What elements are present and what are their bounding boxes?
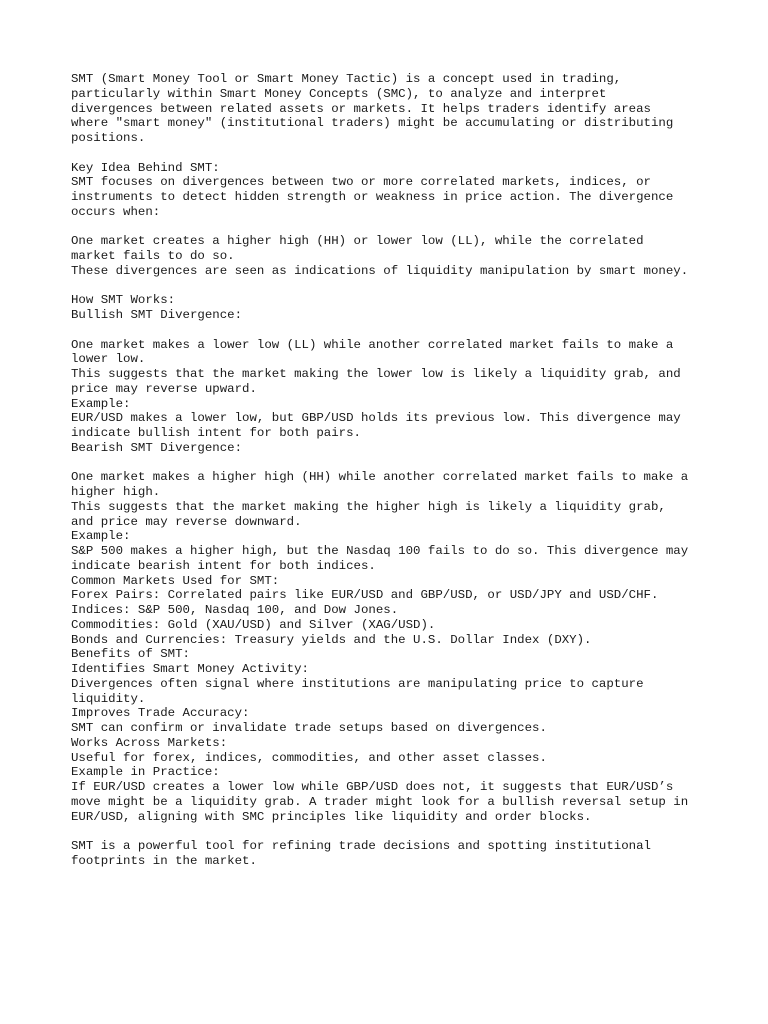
text-line: Forex Pairs: Correlated pairs like EUR/USD and GBP/USD, or USD/JPY and USD/CHF. <box>71 588 659 603</box>
text-line: One market makes a lower low (LL) while another correlated market fails to make a <box>71 337 674 352</box>
text-line: Divergences often signal where institutions are manipulating price to capture <box>71 676 644 691</box>
text-line: SMT is a powerful tool for refining trade decisions and spotting institutional <box>71 839 651 853</box>
text-line: Bullish SMT Divergence: <box>71 308 243 322</box>
text-line: Benefits of SMT: <box>71 647 190 662</box>
text-line: where "smart money" (institutional traders) might be accumulating or distributing <box>71 116 674 131</box>
text-line: Bonds and Currencies: Treasury yields and the U.S. Dollar Index (DXY). <box>71 632 592 647</box>
text-line: Improves Trade Accuracy: <box>71 706 250 721</box>
text-line: move might be a liquidity grab. A trader might look for a bullish reversal setup in <box>71 794 689 809</box>
text-line: Commodities: Gold (XAU/USD) and Silver (XAG/USD). <box>71 617 436 632</box>
text-line: price may reverse upward. <box>71 381 257 396</box>
text-line: positions. <box>71 131 146 145</box>
text-line: EUR/USD, aligning with SMC principles like liquidity and order blocks. <box>71 809 592 824</box>
text-line: This suggests that the market making the lower low is likely a liquidity grab, and <box>71 367 681 381</box>
text-line: One market makes a higher high (HH) while another correlated market fails to make a <box>71 470 689 485</box>
text-line: liquidity. <box>71 691 146 706</box>
text-line: EUR/USD makes a lower low, but GBP/USD holds its previous low. This divergence may <box>71 411 681 426</box>
blank-line <box>71 456 731 471</box>
text-line: Example in Practice: <box>71 765 220 780</box>
text-line: How SMT Works: <box>71 293 176 308</box>
text-line: Useful for forex, indices, commodities, and other asset classes. <box>71 750 547 765</box>
text-line: These divergences are seen as indications of liquidity manipulation by smart money. <box>71 263 689 278</box>
text-line: Identifies Smart Money Activity: <box>71 662 309 676</box>
text-line: footprints in the market. <box>71 853 257 868</box>
text-line: If EUR/USD creates a lower low while GBP/USD does not, it suggests that EUR/USD’s <box>71 780 674 794</box>
text-line: and price may reverse downward. <box>71 514 302 529</box>
text-line: instruments to detect hidden strength or weakness in price action. The divergence <box>71 190 674 204</box>
text-line: This suggests that the market making the higher high is likely a liquidity grab, <box>71 499 666 514</box>
text-line: Indices: S&P 500, Nasdaq 100, and Dow Jones. <box>71 603 399 617</box>
text-line: indicate bearish intent for both indices. <box>71 558 376 573</box>
text-line: divergences between related assets or markets. It helps traders identify areas <box>71 101 651 116</box>
text-line: Common Markets Used for SMT: <box>71 573 280 588</box>
text-line: lower low. <box>71 352 146 367</box>
text-line: Works Across Markets: <box>71 735 228 750</box>
text-line: SMT can confirm or invalidate trade setups based on divergences. <box>71 721 547 735</box>
blank-line <box>71 323 731 338</box>
text-line: SMT (Smart Money Tool or Smart Money Tactic) is a concept used in trading, <box>71 72 622 86</box>
blank-line <box>71 220 731 235</box>
blank-line <box>71 146 731 161</box>
text-line: market fails to do so. <box>71 249 235 263</box>
blank-line <box>71 279 731 294</box>
text-line: SMT focuses on divergences between two or more correlated markets, indices, or <box>71 175 651 190</box>
text-line: indicate bullish intent for both pairs. <box>71 426 361 440</box>
text-line: Example: <box>71 529 131 544</box>
document-body <box>71 72 731 869</box>
text-line: Key Idea Behind SMT: <box>71 160 220 175</box>
text-line: Example: <box>71 396 131 411</box>
text-line: Bearish SMT Divergence: <box>71 440 243 455</box>
text-line: One market creates a higher high (HH) or lower low (LL), while the correlated <box>71 234 644 249</box>
text-line: higher high. <box>71 485 161 499</box>
text-line: S&P 500 makes a higher high, but the Nasdaq 100 fails to do so. This divergence may <box>71 544 689 558</box>
text-line: occurs when: <box>71 204 161 219</box>
text-line: particularly within Smart Money Concepts (SMC), to analyze and interpret <box>71 86 607 101</box>
blank-line <box>71 824 731 839</box>
